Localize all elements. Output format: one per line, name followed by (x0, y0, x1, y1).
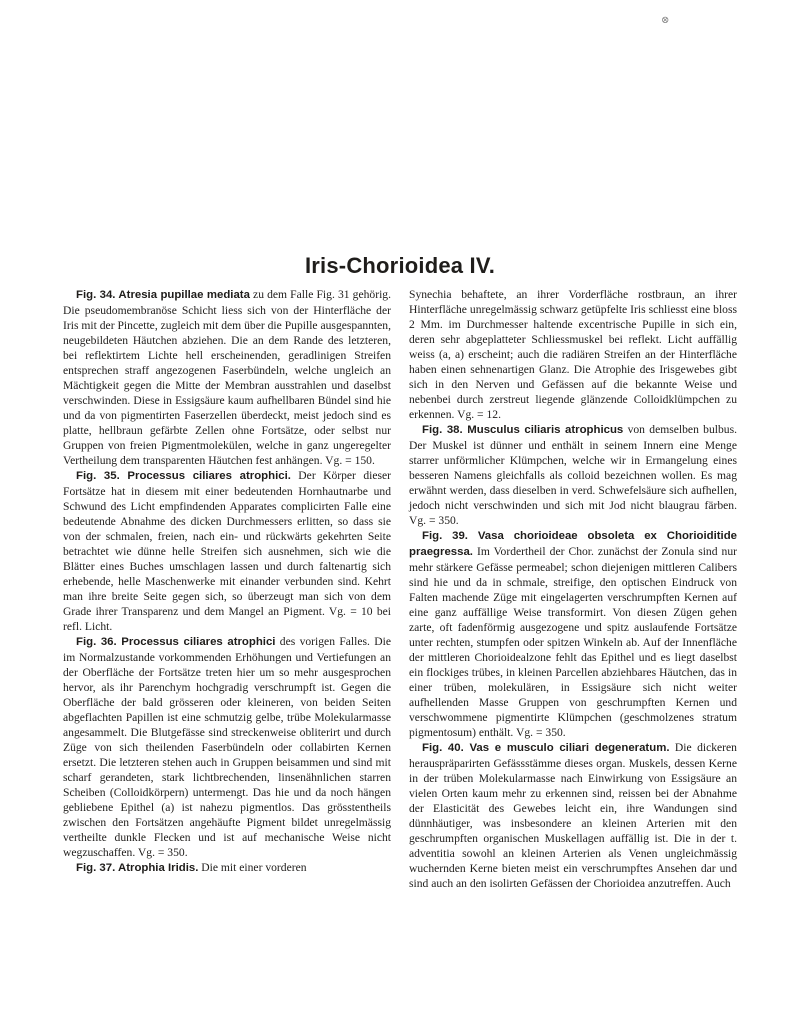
figure-text: Der Körper dieser Fortsätze hat in diesem mit einer bedeutenden Hornhautnarbe und Schwund des Licht empfindenden Apparates complicirten Falle eine bedeutende Abnahme des dicken Durchmessers erlitten, so dass sie von der schmalen, freien, nach ein- und rückwärts gekehrten Seite betrachtet wie dünne helle Streifen sich ausnehmen, sich wie die Blätter eines Buches umschlagen lassen und durch faltenartig sich erhebende, helle Maschenwerke mit einander verbunden sind. Kehrt man ihre breite Seite gegen sich, so überzeugt man sich von dem Grade ihrer Transparenz und dem Mangel an Pigment. Vg. = 10 bei refl. Licht. (63, 469, 392, 633)
figure-heading: Fig. 38. Musculus ciliaris atrophicus (422, 424, 624, 436)
figure-paragraph-39 (409, 528, 737, 740)
right-column (409, 287, 737, 891)
figure-heading: Fig. 35. Processus ciliares atrophici. (76, 470, 291, 482)
figure-heading: Fig. 40. Vas e musculo ciliari degeneratum. (422, 742, 670, 754)
page-title: Iris-Chorioidea IV. (304, 253, 496, 278)
figure-paragraph-36 (63, 634, 391, 860)
figure-text: zu dem Falle Fig. 31 gehörig. Die pseudomembranöse Schicht liess sich von der Hinterfläche der Iris mit der Pincette, zugleich mit dem über die Pupille ausgespannten, neugebildeten Häutchen abziehen. Die an dem Rande des letzteren, bei reflektirtem Lichte hell erscheinenden, geradlinigen Streifen entsprechen straff angezogenen Faserbündeln, welche ungleich an Mächtigkeit gegen die Mitte der Membran ausstrahlen und daselbst verschwinden. Diese in Essigsäure kaum aufhellbaren Bündel sind hie und da von pigmentirten Faserzellen überdeckt, meist jedoch sind es platte, hellbraun gefärbte Zellen ohne Fortsätze, oder selbst nur Gruppen von freien Pigmentmolekülen, welche in ganz ungeregelter Vertheilung dem transparenten Häutchen fest anhängen. Vg. = 150. (63, 288, 392, 467)
figure-paragraph-37-continued (409, 287, 737, 422)
figure-text: Die dickeren herauspräparirten Gefässstämme dieses organ. Muskels, dessen Kerne in der trüben Molekularmasse nach Einwirkung von Essigsäure an vielen Orten kaum mehr zu erkennen sind, reissen bei der Abnahme der Elasticität des Gewebes leicht ein, ihre Wandungen sind dünnhäutiger, was insbesondere an kleinen Arterien mit den geschrumpften organischen Muskellagen auffällig ist. Die in der t. adventitia sowohl an kleinen Arterien als Venen ungleichmässig wuchernden Kerne bieten meist ein verschrumpftes Ansehen dar und sind auch an den isolirten Gefässen der Chorioidea anzutreffen. Auch (409, 741, 737, 890)
figure-text: Im Vordertheil der Chor. zunächst der Zonula sind nur mehr stärkere Gefässe permeabel; schon diejenigen mittleren Calibers sind hie und da in schmale, streifige, den optischen Eindruck von Falten machende Züge mit eingelagerten verschrumpften Kernen auf eine ganz auffällige Weise transformirt. Von diesen Zügen gehen zarte, oft fadenförmig ausgezogene und spitz auslaufende Fortsätze unter rechten, stumpfen oder spitzen Winkeln ab. Auf der Innenfläche der mittleren Chorioidealzone fehlt das Epithel und es liegt daselbst ein flockiges trübes, in kleinen Parcellen abziehbares Häutchen, das in einer trüben, molekulären, in Essigsäure sich nicht weiter aufhellenden Masse Gruppen von geschrumpften Kernen und verschwommene pigmentirte Klümpchen (geschmolzenes stratum pigmentosum) enthält. Vg. = 350. (409, 545, 737, 739)
figure-text: des vorigen Falles. Die im Normalzustande vorkommenden Erhöhungen und Vertiefungen an der Oberfläche der Fortsätze treten hier um so mehr ausgesprochen hervor, als ihr Parenchym hochgradig verschrumpft ist. Gegen die Oberfläche der bald grösseren oder kleineren, von beiden Seiten abgeflachten Papillen ist eine schmutzig gelbe, trübe Molekularmasse angesammelt. Die Blutgefässe sind streckenweise obliterirt und durch Züge von sich theilenden Faserbündeln oder collabirten Kernen ersetzt. Die letzteren stehen auch in Gruppen beisammen und sind mit scharf gerandeten, stark lichtbrechenden, linsenähnlichen starren Scheiben (Colloidkörpern) untermengt. Das hie und da noch hängen gebliebene Epithel (a) ist nahezu pigmentlos. Das grösstentheils zwischen den Fortsätzen angehäufte Pigment bildet unregelmässig vertheilte dunkle Flecken und ist auf mechanische Weise nicht wegzuschaffen. Vg. = 350. (63, 635, 391, 859)
figure-paragraph-35 (63, 468, 391, 634)
figure-heading: Fig. 37. Atrophia Iridis. (76, 862, 199, 874)
figure-paragraph-38 (409, 422, 737, 528)
figure-text: Synechia behaftete, an ihrer Vorderfläche rostbraun, an ihrer Hinterfläche unregelmässig schwarz getüpfelte Iris schliesst eine bloss 2 Mm. im Durchmesser haltende excentrische Pupille in sich ein, deren sehr abgeplatteter Schliessmuskel bei reflekt. Licht auffällig weiss (a, a) erscheint; auch die radiären Streifen an der Hinterfläche haben einen sehnenartigen Glanz. Die Atrophie des Irisgewebes gibt sich in den Nerven und Gefässen auf die bekannte Weise und nebenbei durch zerstreut liegende glänzende Colloidklümpchen zu erkennen. Vg. = 12. (409, 288, 737, 421)
figure-text: Die mit einer vorderen (198, 861, 307, 874)
corner-mark: ⊗ (661, 15, 670, 26)
figure-heading: Fig. 36. Processus ciliares atrophici (76, 636, 276, 648)
figure-paragraph-34 (63, 287, 391, 468)
figure-heading: Fig. 34. Atresia pupillae mediata (76, 289, 250, 301)
figure-paragraph-40 (409, 740, 737, 891)
figure-heading: Fig. 39. Vasa chorioideae obsoleta ex Chorioiditide praegressa. (409, 530, 737, 558)
figure-text: von demselben bulbus. Der Muskel ist dünner und enthält in seinem Innern eine Menge starrer unförmlicher Klümpchen, welche wir in Ermangelung eines besseren Namens gleichfalls als colloid bezeichnen wollen. Es mag erwähnt werden, dass dieselben in verd. Schwefelsäure sich aufhellen, jedoch nicht verschwinden und sich mit Jod nicht blaugrau färben. Vg. = 350. (409, 423, 738, 527)
figure-paragraph-37 (63, 860, 391, 876)
left-column (63, 287, 391, 876)
